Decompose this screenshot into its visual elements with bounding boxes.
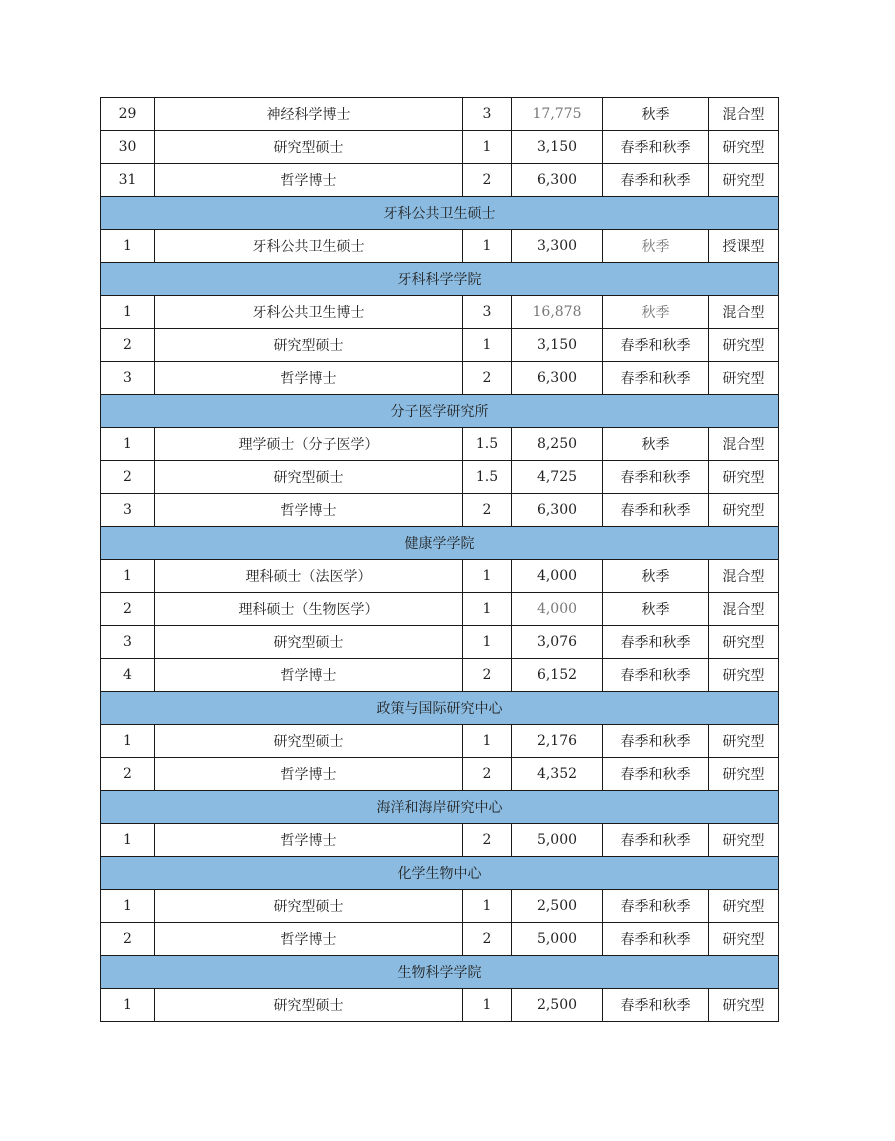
duration-years: 2 [463,758,512,791]
intake-season: 春季和秋季 [603,362,709,395]
section-title: 化学生物中心 [101,857,779,890]
duration-years: 2 [463,923,512,956]
table-row [101,923,779,956]
intake-season: 春季和秋季 [603,758,709,791]
tuition-fee: 2,500 [512,989,603,1022]
section-title: 政策与国际研究中心 [101,692,779,725]
table-body [101,98,779,1022]
intake-season: 春季和秋季 [603,824,709,857]
program-type: 混合型 [709,560,779,593]
row-number: 3 [101,494,155,527]
duration-years: 1 [463,890,512,923]
duration-years: 2 [463,659,512,692]
intake-season: 春季和秋季 [603,725,709,758]
tuition-fee: 4,000 [512,560,603,593]
program-type: 研究型 [709,362,779,395]
duration-years: 1 [463,131,512,164]
program-type: 混合型 [709,98,779,131]
intake-season: 春季和秋季 [603,164,709,197]
tuition-fee: 8,250 [512,428,603,461]
table-row [101,98,779,131]
duration-years: 1 [463,329,512,362]
program-name: 研究型硕士 [155,626,463,659]
intake-season: 秋季 [603,296,709,329]
program-type: 研究型 [709,329,779,362]
intake-season: 秋季 [603,428,709,461]
section-header-row [101,692,779,725]
row-number: 1 [101,230,155,263]
program-name: 研究型硕士 [155,725,463,758]
program-name: 理学硕士（分子医学） [155,428,463,461]
table-row [101,659,779,692]
row-number: 31 [101,164,155,197]
row-number: 3 [101,362,155,395]
program-type: 混合型 [709,428,779,461]
section-title: 健康学学院 [101,527,779,560]
tuition-fee: 6,152 [512,659,603,692]
duration-years: 1 [463,560,512,593]
section-header-row [101,791,779,824]
duration-years: 1 [463,989,512,1022]
section-title: 牙科公共卫生硕士 [101,197,779,230]
row-number: 1 [101,725,155,758]
program-name: 牙科公共卫生博士 [155,296,463,329]
section-header-row [101,956,779,989]
table-row [101,758,779,791]
duration-years: 1 [463,725,512,758]
row-number: 3 [101,626,155,659]
section-header-row [101,263,779,296]
table-row [101,989,779,1022]
program-type: 研究型 [709,461,779,494]
duration-years: 1 [463,230,512,263]
table-row [101,593,779,626]
duration-years: 2 [463,164,512,197]
table-row [101,296,779,329]
section-header-row [101,395,779,428]
tuition-fee: 3,150 [512,131,603,164]
intake-season: 春季和秋季 [603,923,709,956]
table-row [101,362,779,395]
program-type: 研究型 [709,131,779,164]
program-type: 研究型 [709,725,779,758]
program-type: 研究型 [709,890,779,923]
intake-season: 秋季 [603,560,709,593]
program-type: 混合型 [709,593,779,626]
intake-season: 春季和秋季 [603,989,709,1022]
intake-season: 秋季 [603,230,709,263]
intake-season: 春季和秋季 [603,494,709,527]
section-header-row [101,197,779,230]
program-name: 牙科公共卫生硕士 [155,230,463,263]
program-name: 研究型硕士 [155,131,463,164]
tuition-fee: 4,352 [512,758,603,791]
duration-years: 2 [463,362,512,395]
table-row [101,428,779,461]
duration-years: 3 [463,296,512,329]
program-type: 研究型 [709,494,779,527]
tuition-fee: 17,775 [512,98,603,131]
row-number: 29 [101,98,155,131]
row-number: 1 [101,428,155,461]
tuition-fee: 5,000 [512,824,603,857]
program-type: 研究型 [709,923,779,956]
intake-season: 春季和秋季 [603,329,709,362]
program-name: 理科硕士（法医学） [155,560,463,593]
row-number: 4 [101,659,155,692]
program-type: 研究型 [709,824,779,857]
tuition-fee: 6,300 [512,362,603,395]
tuition-fee: 3,076 [512,626,603,659]
tuition-fee: 16,878 [512,296,603,329]
program-fee-table [100,97,779,1022]
row-number: 2 [101,329,155,362]
row-number: 1 [101,824,155,857]
duration-years: 1.5 [463,428,512,461]
intake-season: 春季和秋季 [603,626,709,659]
table-row [101,164,779,197]
tuition-fee: 6,300 [512,164,603,197]
duration-years: 1 [463,626,512,659]
table-row [101,725,779,758]
program-type: 研究型 [709,164,779,197]
duration-years: 1 [463,593,512,626]
row-number: 2 [101,461,155,494]
tuition-fee: 3,150 [512,329,603,362]
tuition-fee: 2,500 [512,890,603,923]
table-row [101,329,779,362]
table-row [101,626,779,659]
section-title: 分子医学研究所 [101,395,779,428]
table-row [101,131,779,164]
table-row [101,824,779,857]
intake-season: 秋季 [603,98,709,131]
tuition-fee: 6,300 [512,494,603,527]
section-title: 牙科科学学院 [101,263,779,296]
tuition-fee: 3,300 [512,230,603,263]
row-number: 2 [101,758,155,791]
tuition-fee: 4,000 [512,593,603,626]
duration-years: 1.5 [463,461,512,494]
program-name: 哲学博士 [155,494,463,527]
program-type: 授课型 [709,230,779,263]
duration-years: 2 [463,494,512,527]
intake-season: 春季和秋季 [603,131,709,164]
section-header-row [101,857,779,890]
program-name: 研究型硕士 [155,329,463,362]
tuition-fee: 2,176 [512,725,603,758]
program-name: 研究型硕士 [155,890,463,923]
row-number: 2 [101,593,155,626]
program-type: 研究型 [709,758,779,791]
row-number: 1 [101,890,155,923]
program-name: 哲学博士 [155,659,463,692]
program-name: 神经科学博士 [155,98,463,131]
program-type: 研究型 [709,989,779,1022]
program-name: 哲学博士 [155,362,463,395]
program-name: 研究型硕士 [155,989,463,1022]
section-title: 海洋和海岸研究中心 [101,791,779,824]
row-number: 2 [101,923,155,956]
tuition-fee: 4,725 [512,461,603,494]
intake-season: 秋季 [603,593,709,626]
table-row [101,461,779,494]
table-row [101,560,779,593]
duration-years: 2 [463,824,512,857]
table-row [101,230,779,263]
tuition-fee: 5,000 [512,923,603,956]
row-number: 1 [101,560,155,593]
program-name: 哲学博士 [155,164,463,197]
intake-season: 春季和秋季 [603,461,709,494]
program-name: 哲学博士 [155,923,463,956]
intake-season: 春季和秋季 [603,890,709,923]
intake-season: 春季和秋季 [603,659,709,692]
program-type: 研究型 [709,659,779,692]
table-row [101,494,779,527]
table-row [101,890,779,923]
section-title: 生物科学学院 [101,956,779,989]
row-number: 1 [101,296,155,329]
section-header-row [101,527,779,560]
program-name: 理科硕士（生物医学） [155,593,463,626]
program-name: 哲学博士 [155,758,463,791]
program-type: 研究型 [709,626,779,659]
duration-years: 3 [463,98,512,131]
program-name: 哲学博士 [155,824,463,857]
row-number: 1 [101,989,155,1022]
program-type: 混合型 [709,296,779,329]
program-name: 研究型硕士 [155,461,463,494]
row-number: 30 [101,131,155,164]
